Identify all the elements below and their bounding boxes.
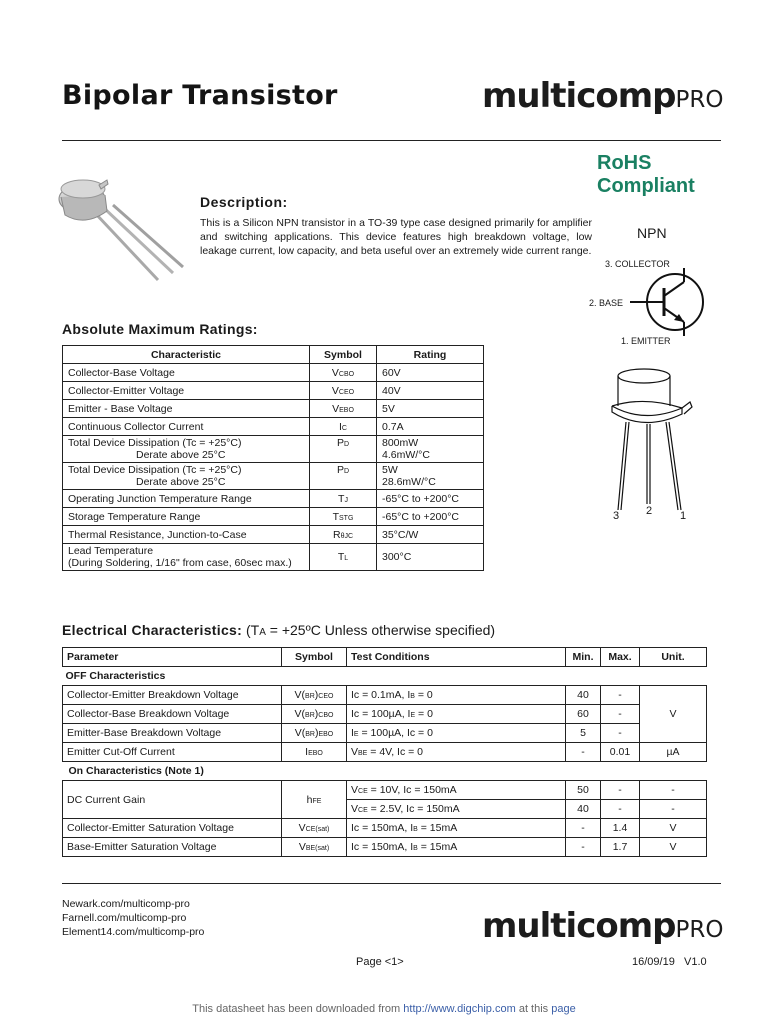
rating-cell: 60V	[377, 364, 484, 382]
symbol-cell: TSTG	[310, 508, 377, 526]
multicomp-pro-footer-logo	[482, 906, 723, 946]
col-rating: Rating	[377, 346, 484, 364]
unit-cell: V	[640, 686, 707, 743]
condition-cell: VCE = 2.5V, Ic = 150mA	[347, 800, 566, 819]
symbol-cell: VEBO	[310, 400, 377, 418]
rating-cell: 5W 28.6mW/°C	[377, 463, 484, 490]
rating-cell: -65°C to +200°C	[377, 490, 484, 508]
symbol-cell: V(BR)CBO	[282, 705, 347, 724]
col-unit: Unit.	[640, 648, 707, 667]
characteristic-cell: Thermal Resistance, Junction-to-Case	[63, 526, 310, 544]
footer-links	[62, 897, 204, 939]
transistor-photo	[55, 175, 190, 290]
on-section-row	[63, 762, 707, 781]
page-link[interactable]: page	[551, 1003, 576, 1015]
table-row	[63, 400, 484, 418]
min-cell: -	[566, 743, 601, 762]
symbol-cell: TJ	[310, 490, 377, 508]
unit-cell: V	[640, 819, 707, 838]
min-cell: -	[566, 819, 601, 838]
max-cell: -	[601, 705, 640, 724]
parameter-cell: Emitter-Base Breakdown Voltage	[63, 724, 282, 743]
description-heading: Description:	[200, 194, 288, 210]
table-row	[63, 490, 484, 508]
table-row	[63, 705, 707, 724]
symbol-cell: VBE(sat)	[282, 838, 347, 857]
logo-pro-text: PRO	[675, 87, 724, 113]
abs-max-table	[62, 345, 484, 571]
table-row	[63, 686, 707, 705]
symbol-cell: VCEO	[310, 382, 377, 400]
rating-cell: 0.7A	[377, 418, 484, 436]
col-max: Max.	[601, 648, 640, 667]
elec-header-row	[63, 648, 707, 667]
rohs-line2: Compliant	[597, 175, 695, 197]
pin-1-label: 1	[680, 510, 687, 522]
max-cell: 1.4	[601, 819, 640, 838]
date-text: 16/09/19	[632, 956, 675, 968]
download-notice: This datasheet has been downloaded from http://www.digchip.com at this page	[192, 1003, 576, 1015]
footer-divider	[62, 883, 721, 884]
col-test-conditions: Test Conditions	[347, 648, 566, 667]
parameter-cell: DC Current Gain	[63, 781, 282, 819]
min-cell: 40	[566, 686, 601, 705]
rohs-line1: RoHS	[597, 152, 652, 174]
parameter-cell: Collector-Emitter Breakdown Voltage	[63, 686, 282, 705]
symbol-cell: RθJC	[310, 526, 377, 544]
col-symbol: Symbol	[282, 648, 347, 667]
condition-cell: VBE = 4V, Ic = 0	[347, 743, 566, 762]
unit-cell: µA	[640, 743, 707, 762]
symbol-cell: VCBO	[310, 364, 377, 382]
unit-cell: -	[640, 800, 707, 819]
symbol-cell: V(BR)CEO	[282, 686, 347, 705]
rating-cell: 40V	[377, 382, 484, 400]
table-row	[63, 743, 707, 762]
condition-cell: VCE = 10V, Ic = 150mA	[347, 781, 566, 800]
min-cell: 40	[566, 800, 601, 819]
pin-2-label: 2	[646, 505, 653, 517]
symbol-cell: VCE(sat)	[282, 819, 347, 838]
max-cell: -	[601, 686, 640, 705]
characteristic-cell: Lead Temperature (During Soldering, 1/16" from case, 60sec max.)	[63, 544, 310, 571]
max-cell: 1.7	[601, 838, 640, 857]
condition-cell: Ic = 100µA, IE = 0	[347, 705, 566, 724]
unit-cell: -	[640, 781, 707, 800]
characteristic-cell: Collector-Base Voltage	[63, 364, 310, 382]
table-row	[63, 436, 484, 463]
farnell-link[interactable]: Farnell.com/multicomp-pro	[62, 912, 187, 924]
rating-cell: 300°C	[377, 544, 484, 571]
logo-main-text: multicomp	[482, 76, 676, 116]
table-row	[63, 724, 707, 743]
off-section-row	[63, 667, 707, 686]
table-row	[63, 508, 484, 526]
characteristic-cell: Emitter - Base Voltage	[63, 400, 310, 418]
table-row	[63, 781, 707, 800]
parameter-cell: Emitter Cut-Off Current	[63, 743, 282, 762]
multicomp-pro-logo	[482, 76, 723, 116]
condition-cell: Ic = 150mA, IB = 15mA	[347, 838, 566, 857]
newark-link[interactable]: Newark.com/multicomp-pro	[62, 898, 190, 910]
characteristic-cell: Storage Temperature Range	[63, 508, 310, 526]
characteristic-cell: Continuous Collector Current	[63, 418, 310, 436]
col-symbol: Symbol	[310, 346, 377, 364]
pin-3-label: 3	[613, 510, 620, 522]
logo-pro-text: PRO	[675, 917, 724, 943]
document-title: Bipolar Transistor	[62, 80, 338, 111]
max-cell: -	[601, 724, 640, 743]
npn-symbol-icon	[620, 268, 720, 338]
elec-condition: (TA = +25ºC Unless otherwise specified)	[245, 622, 496, 638]
rating-cell: 35°C/W	[377, 526, 484, 544]
symbol-cell: PD	[310, 463, 377, 490]
col-min: Min.	[566, 648, 601, 667]
parameter-cell: Collector-Base Breakdown Voltage	[63, 705, 282, 724]
table-row	[63, 544, 484, 571]
rating-cell: 5V	[377, 400, 484, 418]
unit-cell: V	[640, 838, 707, 857]
parameter-cell: Collector-Emitter Saturation Voltage	[63, 819, 282, 838]
table-row	[63, 382, 484, 400]
table-row	[63, 838, 707, 857]
symbol-cell: IC	[310, 418, 377, 436]
header-divider	[62, 140, 721, 141]
to39-package-drawing	[598, 362, 708, 522]
condition-cell: Ic = 150mA, IB = 15mA	[347, 819, 566, 838]
max-cell: -	[601, 800, 640, 819]
col-characteristic: Characteristic	[63, 346, 310, 364]
symbol-cell: PD	[310, 436, 377, 463]
page-number: Page <1>	[356, 956, 404, 968]
min-cell: 50	[566, 781, 601, 800]
npn-label: NPN	[637, 225, 667, 241]
on-section-title: On Characteristics (Note 1)	[63, 762, 707, 781]
logo-main-text: multicomp	[482, 906, 676, 946]
col-parameter: Parameter	[63, 648, 282, 667]
symbol-cell: TL	[310, 544, 377, 571]
min-cell: -	[566, 838, 601, 857]
table-row	[63, 526, 484, 544]
rating-cell: 800mW 4.6mW/°C	[377, 436, 484, 463]
characteristic-cell: Operating Junction Temperature Range	[63, 490, 310, 508]
symbol-cell: V(BR)EBO	[282, 724, 347, 743]
elec-heading: Electrical Characteristics:	[62, 622, 243, 638]
max-cell: -	[601, 781, 640, 800]
table-row	[63, 418, 484, 436]
abs-max-header-row	[63, 346, 484, 364]
off-section-title: OFF Characteristics	[63, 667, 707, 686]
min-cell: 5	[566, 724, 601, 743]
table-row	[63, 364, 484, 382]
date-version	[632, 956, 707, 968]
digchip-link[interactable]: http://www.digchip.com	[403, 1003, 516, 1015]
max-cell: 0.01	[601, 743, 640, 762]
emitter-label: 1. EMITTER	[621, 336, 671, 346]
condition-cell: IE = 100µA, Ic = 0	[347, 724, 566, 743]
rating-cell: -65°C to +200°C	[377, 508, 484, 526]
characteristic-cell: Collector-Emitter Voltage	[63, 382, 310, 400]
symbol-cell: hFE	[282, 781, 347, 819]
base-label: 2. BASE	[589, 298, 624, 308]
element14-link[interactable]: Element14.com/multicomp-pro	[62, 926, 205, 938]
collector-label: 3. COLLECTOR	[605, 259, 670, 269]
condition-cell: Ic = 0.1mA, IB = 0	[347, 686, 566, 705]
elec-heading-line	[62, 622, 495, 638]
electrical-table	[62, 647, 707, 857]
table-row	[63, 819, 707, 838]
min-cell: 60	[566, 705, 601, 724]
characteristic-cell: Total Device Dissipation (Tc = +25°C) Derate above 25°C	[63, 436, 310, 463]
abs-max-heading: Absolute Maximum Ratings:	[62, 321, 258, 337]
description-text: This is a Silicon NPN transistor in a TO-39 type case designed primarily for amplifier and switching applications. This device features high breakdown voltage, low leakage current, low capacity, and beta useful over an extremely wide current range.	[200, 217, 592, 257]
characteristic-cell: Total Device Dissipation (Tc = +25°C) Derate above 25°C	[63, 463, 310, 490]
version-text: V1.0	[684, 956, 707, 968]
symbol-cell: IEBO	[282, 743, 347, 762]
table-row	[63, 463, 484, 490]
parameter-cell: Base-Emitter Saturation Voltage	[63, 838, 282, 857]
rohs-badge	[597, 152, 695, 198]
